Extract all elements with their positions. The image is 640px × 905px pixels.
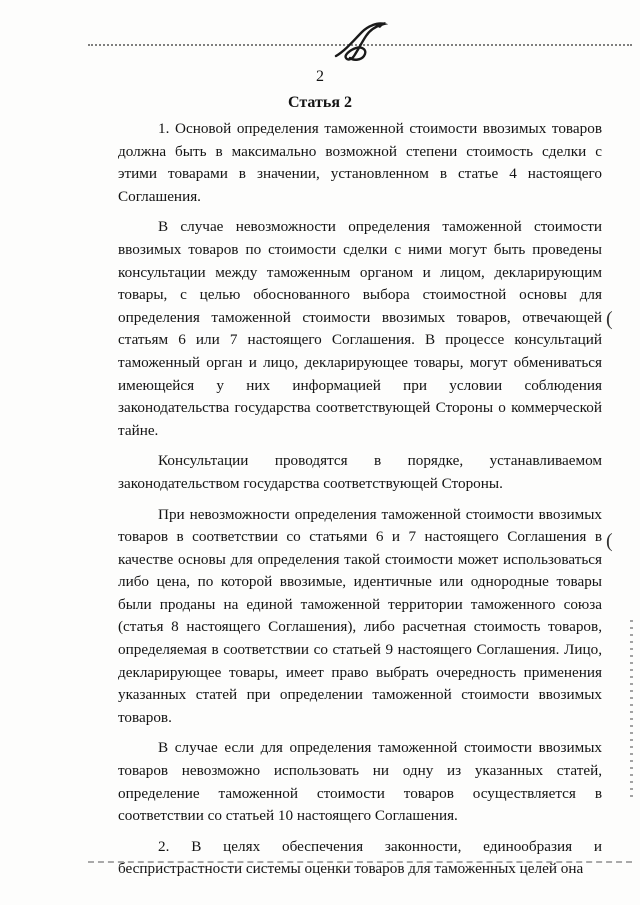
paragraph: В случае невозможности определения таможенной стоимости ввозимых товаров по стоимости сделки с ними могут быть проведены консультации между таможенным органом и лицом, декларирующим товары, с целью обоснованного выбора стоимостной основы для определения таможенной стоимости ввозимых товаров, отвечающей статьям 6 или 7 настоящего Соглашения. В процессе консультаций таможенный орган и лицо, декларирующее товары, могут обмениваться имеющейся у них информацией при условии соблюдения законодательства государства соответствующей Стороны о коммерческой тайне. (118, 218, 602, 439)
paragraph: Консультации проводятся в порядке, устанавливаемом законодательством государства соответствующей Стороны. (118, 452, 602, 492)
paragraph: 2. В целях обеспечения законности, единообразия и беспристрастности системы оценки товаров для таможенных целей она (118, 837, 602, 878)
margin-bracket-icon: ( (606, 530, 613, 552)
document-body (118, 118, 602, 881)
bottom-dashed-rule (88, 861, 632, 863)
signature-initials (328, 20, 388, 64)
page-number: 2 (316, 68, 324, 85)
article-heading: Статья 2 (288, 94, 352, 111)
paragraph: В случае если для определения таможенной стоимости ввозимых товаров невозможно использовать ни одну из указанных статей, определение таможенной стоимости товаров осуществляется в соответствии со статьей 10 настоящего Соглашения. (118, 739, 602, 825)
margin-bracket-icon: ( (606, 308, 613, 330)
paragraph: При невозможности определения таможенной стоимости ввозимых товаров в соответствии со статьями 6 и 7 настоящего Соглашения в качестве основы для определения такой стоимости может использоваться либо цена, по которой ввозимые, идентичные или однородные товары были проданы на единой таможенной территории таможенного союза (статья 8 настоящего Соглашения), либо расчетная стоимость товаров, определяемая в соответствии со статьей 9 настоящего Соглашения. Лицо, декларирующее товары, имеет право выбрать очередность применения указанных статей при определении таможенной стоимости ввозимых товаров. (118, 505, 602, 726)
scan-edge-marks (630, 620, 633, 800)
paragraph: 1. Основой определения таможенной стоимости ввозимых товаров должна быть в максимально возможной степени стоимость сделки с этими товарами в значении, установленном в статье 4 настоящего Соглашения. (118, 120, 602, 205)
